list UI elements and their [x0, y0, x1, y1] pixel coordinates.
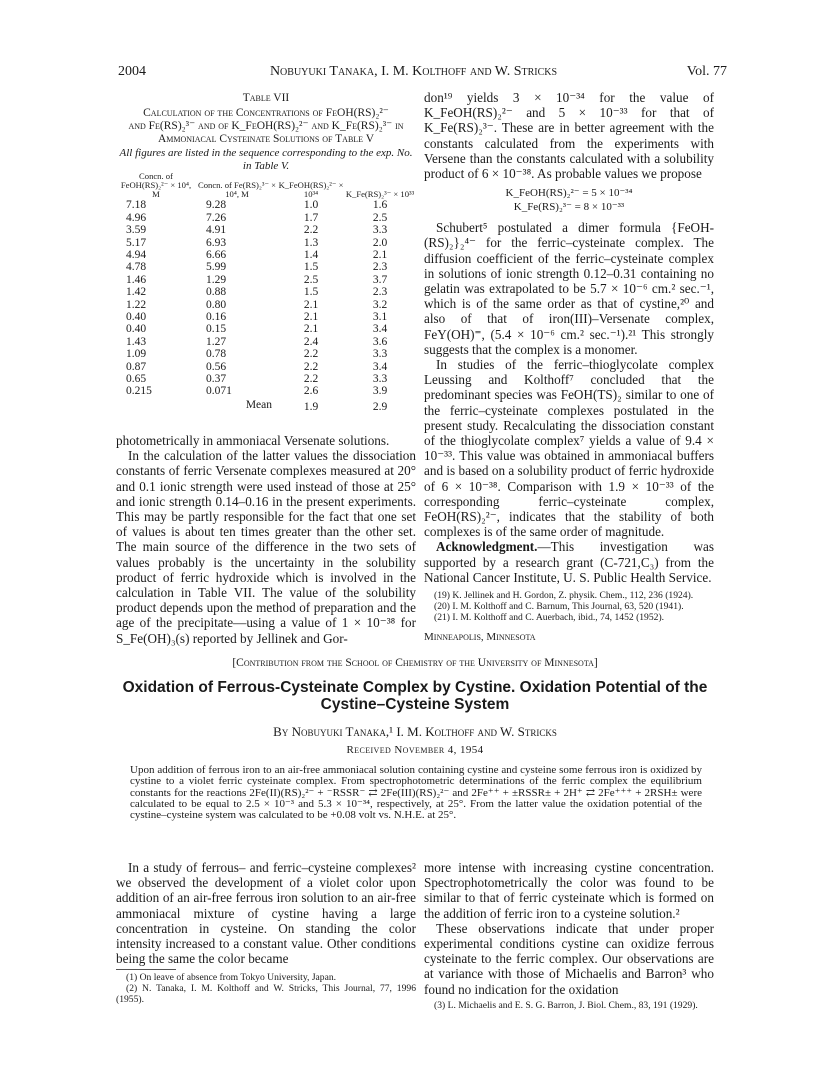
table-cell: 3.3: [372, 348, 388, 361]
table-cell: 1.7: [303, 211, 319, 224]
footnote: (21) I. M. Kolthoff and C. Auerbach, ibid., 74, 1452 (1952).: [434, 612, 665, 624]
table-cell: 1.5: [303, 261, 319, 274]
table-cell: 0.071: [206, 385, 232, 398]
footnote: (2) N. Tanaka, I. M. Kolthoff and W. Stricks, This Journal, 77, 1996 (1955).: [116, 983, 416, 1006]
table-cell: 0.80: [206, 298, 227, 311]
paragraph: Schubert⁵ postulated a dimer formula {FeOH-(RS)₂}₂⁴⁻ for the ferric–cysteinate complex. The diffusion coefficient of the ferric–cysteinate complex in solutions of ionic strength 0.12–0.31 containing no gelatin was extrapolated to be 5.7 × 10⁻⁶ cm.² sec.⁻¹, which is of the same order as that of cystine,²⁰ and also of that of iron(III)–Versenate complex, FeY(OH)⁼, (5.4 × 10⁻⁶ cm.² sec.⁻¹).²¹ This strongly suggests that the complex is a monomer.: [424, 220, 714, 357]
table-cell: 3.1: [372, 311, 388, 324]
table-cell: 1.27: [206, 335, 227, 348]
table-cell: 2.3: [372, 286, 388, 299]
table-cell: 3.3: [372, 224, 388, 237]
table-cell: 1.3: [303, 236, 319, 249]
table-caption-line3: Ammoniacal Cysteinate Solutions of Table V: [157, 133, 375, 145]
left-column-text: [116, 433, 416, 646]
table-cell: 0.78: [206, 348, 227, 361]
table-cell: 0.16: [206, 311, 227, 324]
table-cell: 2.2: [303, 373, 319, 386]
received-date: Received November 4, 1954: [346, 744, 484, 756]
table-cell: 6.93: [206, 236, 227, 249]
table-body: [116, 199, 416, 398]
col-header-k-fe: K_Fe(RS)₂³⁻ × 10³³: [345, 188, 415, 199]
intro-right-column: [424, 860, 714, 1011]
table-cell: 1.22: [126, 298, 147, 311]
table-row: [116, 286, 416, 298]
intro-left-column: [116, 860, 416, 1005]
table-cell: 6.66: [206, 249, 227, 262]
volume-label: Vol. 77: [686, 64, 727, 79]
footnotes: [424, 590, 714, 623]
table-cell: 7.18: [126, 199, 147, 212]
table-row: [116, 299, 416, 311]
ack-heading: Acknowledgment.: [436, 539, 538, 555]
table-cell: 3.59: [126, 224, 147, 237]
byline: By Nobuyuki Tanaka,¹ I. M. Kolthoff and W. Stricks: [273, 724, 557, 739]
table-cell: 2.5: [372, 211, 388, 224]
paragraph: more intense with increasing cystine concentration. Spectrophotometrically the color was found to be similar to that of ferric cysteinate which is formed on the addition of ferric iron to a cysteine solution.²: [424, 860, 714, 921]
table-cell: 0.56: [206, 360, 227, 373]
table-cell: 1.6: [372, 199, 388, 212]
table-row: [116, 373, 416, 385]
table-row: [116, 224, 416, 236]
table-cell: 2.6: [303, 385, 319, 398]
table-label: Table VII: [242, 92, 290, 104]
location: Minneapolis, Minnesota: [424, 631, 536, 644]
table-caption-line2: and Fe(RS)₂³⁻ and of K_FeOH(RS)₂²⁻ and K_Fe(RS)₂³⁻ in: [128, 120, 404, 132]
table-cell: 1.46: [126, 273, 147, 286]
mean-k-feoh: 1.9: [303, 400, 319, 413]
ack-text: —This investigation was supported by a research grant (C-721,C₃) from the National Cancer Institute, U. S. Public Health Service.: [424, 539, 714, 585]
table-cell: 3.6: [372, 335, 388, 348]
table-cell: 0.87: [126, 360, 147, 373]
contribution-line: [Contribution from the School of Chemistry of the University of Minnesota]: [232, 657, 598, 669]
table-row: [116, 336, 416, 348]
equation-k-fe: K_Fe(RS)₂³⁻ = 8 × 10⁻³³: [513, 201, 625, 214]
table-cell: 2.1: [303, 323, 319, 336]
mean-label: Mean: [245, 399, 272, 412]
table-cell: 3.4: [372, 360, 388, 373]
table-cell: 2.2: [303, 348, 319, 361]
table-row: [116, 361, 416, 373]
table-cell: 1.0: [303, 199, 319, 212]
col-header-fe-conc: Concn. of Fe(RS)₂³⁻ × 10⁴, M: [198, 179, 276, 199]
col-header-k-feoh: K_FeOH(RS)₂²⁻ × 10³⁴: [278, 179, 344, 199]
paragraph: In studies of the ferric–thioglycolate complex Leussing and Kolthoff⁷ concluded that the predominant species was FeOH(TS)₂ similar to one of the ferric–cysteinate complexes postulated in the present study. Recalculating the dissociation constant of the thioglycolate complex⁷ yields a value of 9.4 × 10⁻³³. This value was obtained in ammoniacal buffers and is based on a solubility product of ferric hydroxide of 6 × 10⁻³⁸. Comparison with 1.9 × 10⁻³³ of the corresponding ferric–cysteinate complex, FeOH(RS)₂²⁻, indicates that the stability of both complexes is of the same order of magnitude.: [424, 357, 714, 540]
footnotes: [424, 1000, 714, 1011]
article-title: [116, 679, 714, 713]
table-row: [116, 348, 416, 360]
table-row: [116, 323, 416, 335]
table-row: [116, 199, 416, 211]
table-cell: 2.2: [303, 360, 319, 373]
right-column-text: [424, 90, 714, 645]
table-cell: 0.40: [126, 323, 147, 336]
footnote: (1) On leave of absence from Tokyo University, Japan.: [126, 972, 337, 984]
page-number: 2004: [118, 64, 146, 79]
table-cell: 2.1: [372, 249, 388, 262]
table-row: [116, 274, 416, 286]
table-cell: 2.1: [303, 311, 319, 324]
table-cell: 0.215: [126, 385, 152, 398]
table-cell: 2.1: [303, 298, 319, 311]
table-cell: 3.7: [372, 273, 388, 286]
table-cell: 2.0: [372, 236, 388, 249]
table-cell: 3.4: [372, 323, 388, 336]
table-cell: 5.17: [126, 236, 147, 249]
paragraph: In a study of ferrous– and ferric–cysteine complexes² we observed the development of a violet color upon addition of an air-free ferrous iron solution to an air-free ammoniacal mixture of cystine having a large concentration in cysteine. On standing the color intensity increased to a constant value. Other conditions being the same the color became: [116, 860, 416, 967]
table-cell: 1.29: [206, 273, 227, 286]
table-cell: 0.15: [206, 323, 227, 336]
table-row: [116, 249, 416, 261]
table-cell: 1.09: [126, 348, 147, 361]
table-cell: 4.94: [126, 249, 147, 262]
table-row: [116, 261, 416, 273]
running-header-authors: Nobuyuki Tanaka, I. M. Kolthoff and W. Stricks: [269, 64, 558, 79]
footnote: (3) L. Michaelis and E. S. G. Barron, J. Biol. Chem., 83, 191 (1929).: [434, 999, 698, 1011]
mean-k-fe: 2.9: [372, 400, 388, 413]
table-cell: 0.88: [206, 286, 227, 299]
col-header-feoh-conc: Concn. of FeOH(RS)₂²⁻ × 10⁴, M: [120, 171, 192, 199]
table-caption-note: All figures are listed in the sequence corresponding to the exp. No. in Table V.: [119, 147, 413, 172]
table-cell: 0.37: [206, 373, 227, 386]
title-line: Cystine–Cysteine System: [320, 696, 510, 713]
title-line: Oxidation of Ferrous-Cysteinate Complex by Cystine. Oxidation Potential of the: [122, 679, 708, 696]
paragraph: photometrically in ammoniacal Versenate solutions.: [116, 433, 390, 448]
paragraph: These observations indicate that under proper experimental conditions cystine can oxidize ferrous cysteinate to the ferric complex. Our observations are at variance with those of Michaelis and Barron³ who found no indication for the oxidation: [424, 920, 714, 997]
table-cell: 7.26: [206, 211, 227, 224]
table-row: [116, 311, 416, 323]
footnotes: [116, 972, 416, 1005]
table-row: [116, 237, 416, 249]
table-cell: 4.96: [126, 211, 147, 224]
footnote: (20) I. M. Kolthoff and C. Barnum, This Journal, 63, 520 (1941).: [434, 601, 684, 613]
table-cell: 0.65: [126, 373, 147, 386]
table-cell: 1.42: [126, 286, 147, 299]
table-cell: 2.2: [303, 224, 319, 237]
table-cell: 4.78: [126, 261, 147, 274]
equation-k-feoh: K_FeOH(RS)₂²⁻ = 5 × 10⁻³⁴: [505, 187, 633, 200]
table-cell: 2.4: [303, 335, 319, 348]
abstract: Upon addition of ferrous iron to an air-free ammoniacal solution containing cystine and cysteine some ferrous iron is oxidized by cystine to a violet ferric cysteinate complex. From spectrophotometric determinations of the ferric complex the equilibrium constants for the reactions 2Fe(II)(RS)₂²⁻ + ⁻RSSR⁻ ⇄ 2Fe(III)(RS)₂²⁻ and 2Fe⁺⁺ + ±RSSR± + 2H⁺ ⇄ 2Fe⁺⁺⁺ + 2RSH± were calculated to be equal to 2.5 × 10⁻³ and 5.3 × 10⁻³⁴, respectively, at 25°. From the latter value the oxidation potential of the cystine–cysteine system was calculated to be +0.08 volt vs. N.H.E. at 25°.: [130, 764, 702, 822]
paragraph: In the calculation of the latter values the dissociation constants of ferric Versenate complexes measured at 20° and 0.1 ionic strength were used instead of those at 25° and ionic strength 0.14–0.16 in the present experiments. This may be partly responsible for the fact that one set of values is about ten times greater than the other set. The main source of the difference in the two sets of values probably is the uncertainty in the solubility product of ferric hydroxide which is involved in the calculation in Table VII. The value of the solubility product depends upon the method of preparation and the age of the precipitate—using a value of 1 × 10⁻³⁸ for S_Fe(OH)₃(s) reported by Jellinek and Gor-: [116, 448, 416, 646]
table-cell: 1.5: [303, 286, 319, 299]
table-row: [116, 385, 416, 397]
table-cell: 4.91: [206, 224, 227, 237]
table-cell: 1.4: [303, 249, 319, 262]
table-caption-line1: Calculation of the Concentrations of FeOH(RS)₂²⁻: [143, 107, 389, 119]
table-cell: 2.3: [372, 261, 388, 274]
table-row: [116, 212, 416, 224]
data-table: [116, 172, 416, 413]
table-cell: 3.9: [372, 385, 388, 398]
table-cell: 3.3: [372, 373, 388, 386]
footnote: (19) K. Jellinek and H. Gordon, Z. physik. Chem., 112, 236 (1924).: [434, 590, 694, 602]
table-cell: 3.2: [372, 298, 388, 311]
table-cell: 0.40: [126, 311, 147, 324]
acknowledgment: [424, 539, 714, 585]
table-cell: 9.28: [206, 199, 227, 212]
table-cell: 1.43: [126, 335, 147, 348]
paragraph: don¹⁹ yields 3 × 10⁻³⁴ for the value of K_FeOH(RS)₂²⁻ and 5 × 10⁻³³ for that of K_Fe(RS)₂³⁻. These are in better agreement with the constants calculated from the experiments with Versene than the constants calculated with a solubility product of 6 × 10⁻³⁸. As probable values we propose: [424, 90, 714, 182]
footnote-divider: [116, 969, 176, 970]
table-mean-row: [116, 398, 416, 413]
table-cell: 2.5: [303, 273, 319, 286]
table-cell: 5.99: [206, 261, 227, 274]
